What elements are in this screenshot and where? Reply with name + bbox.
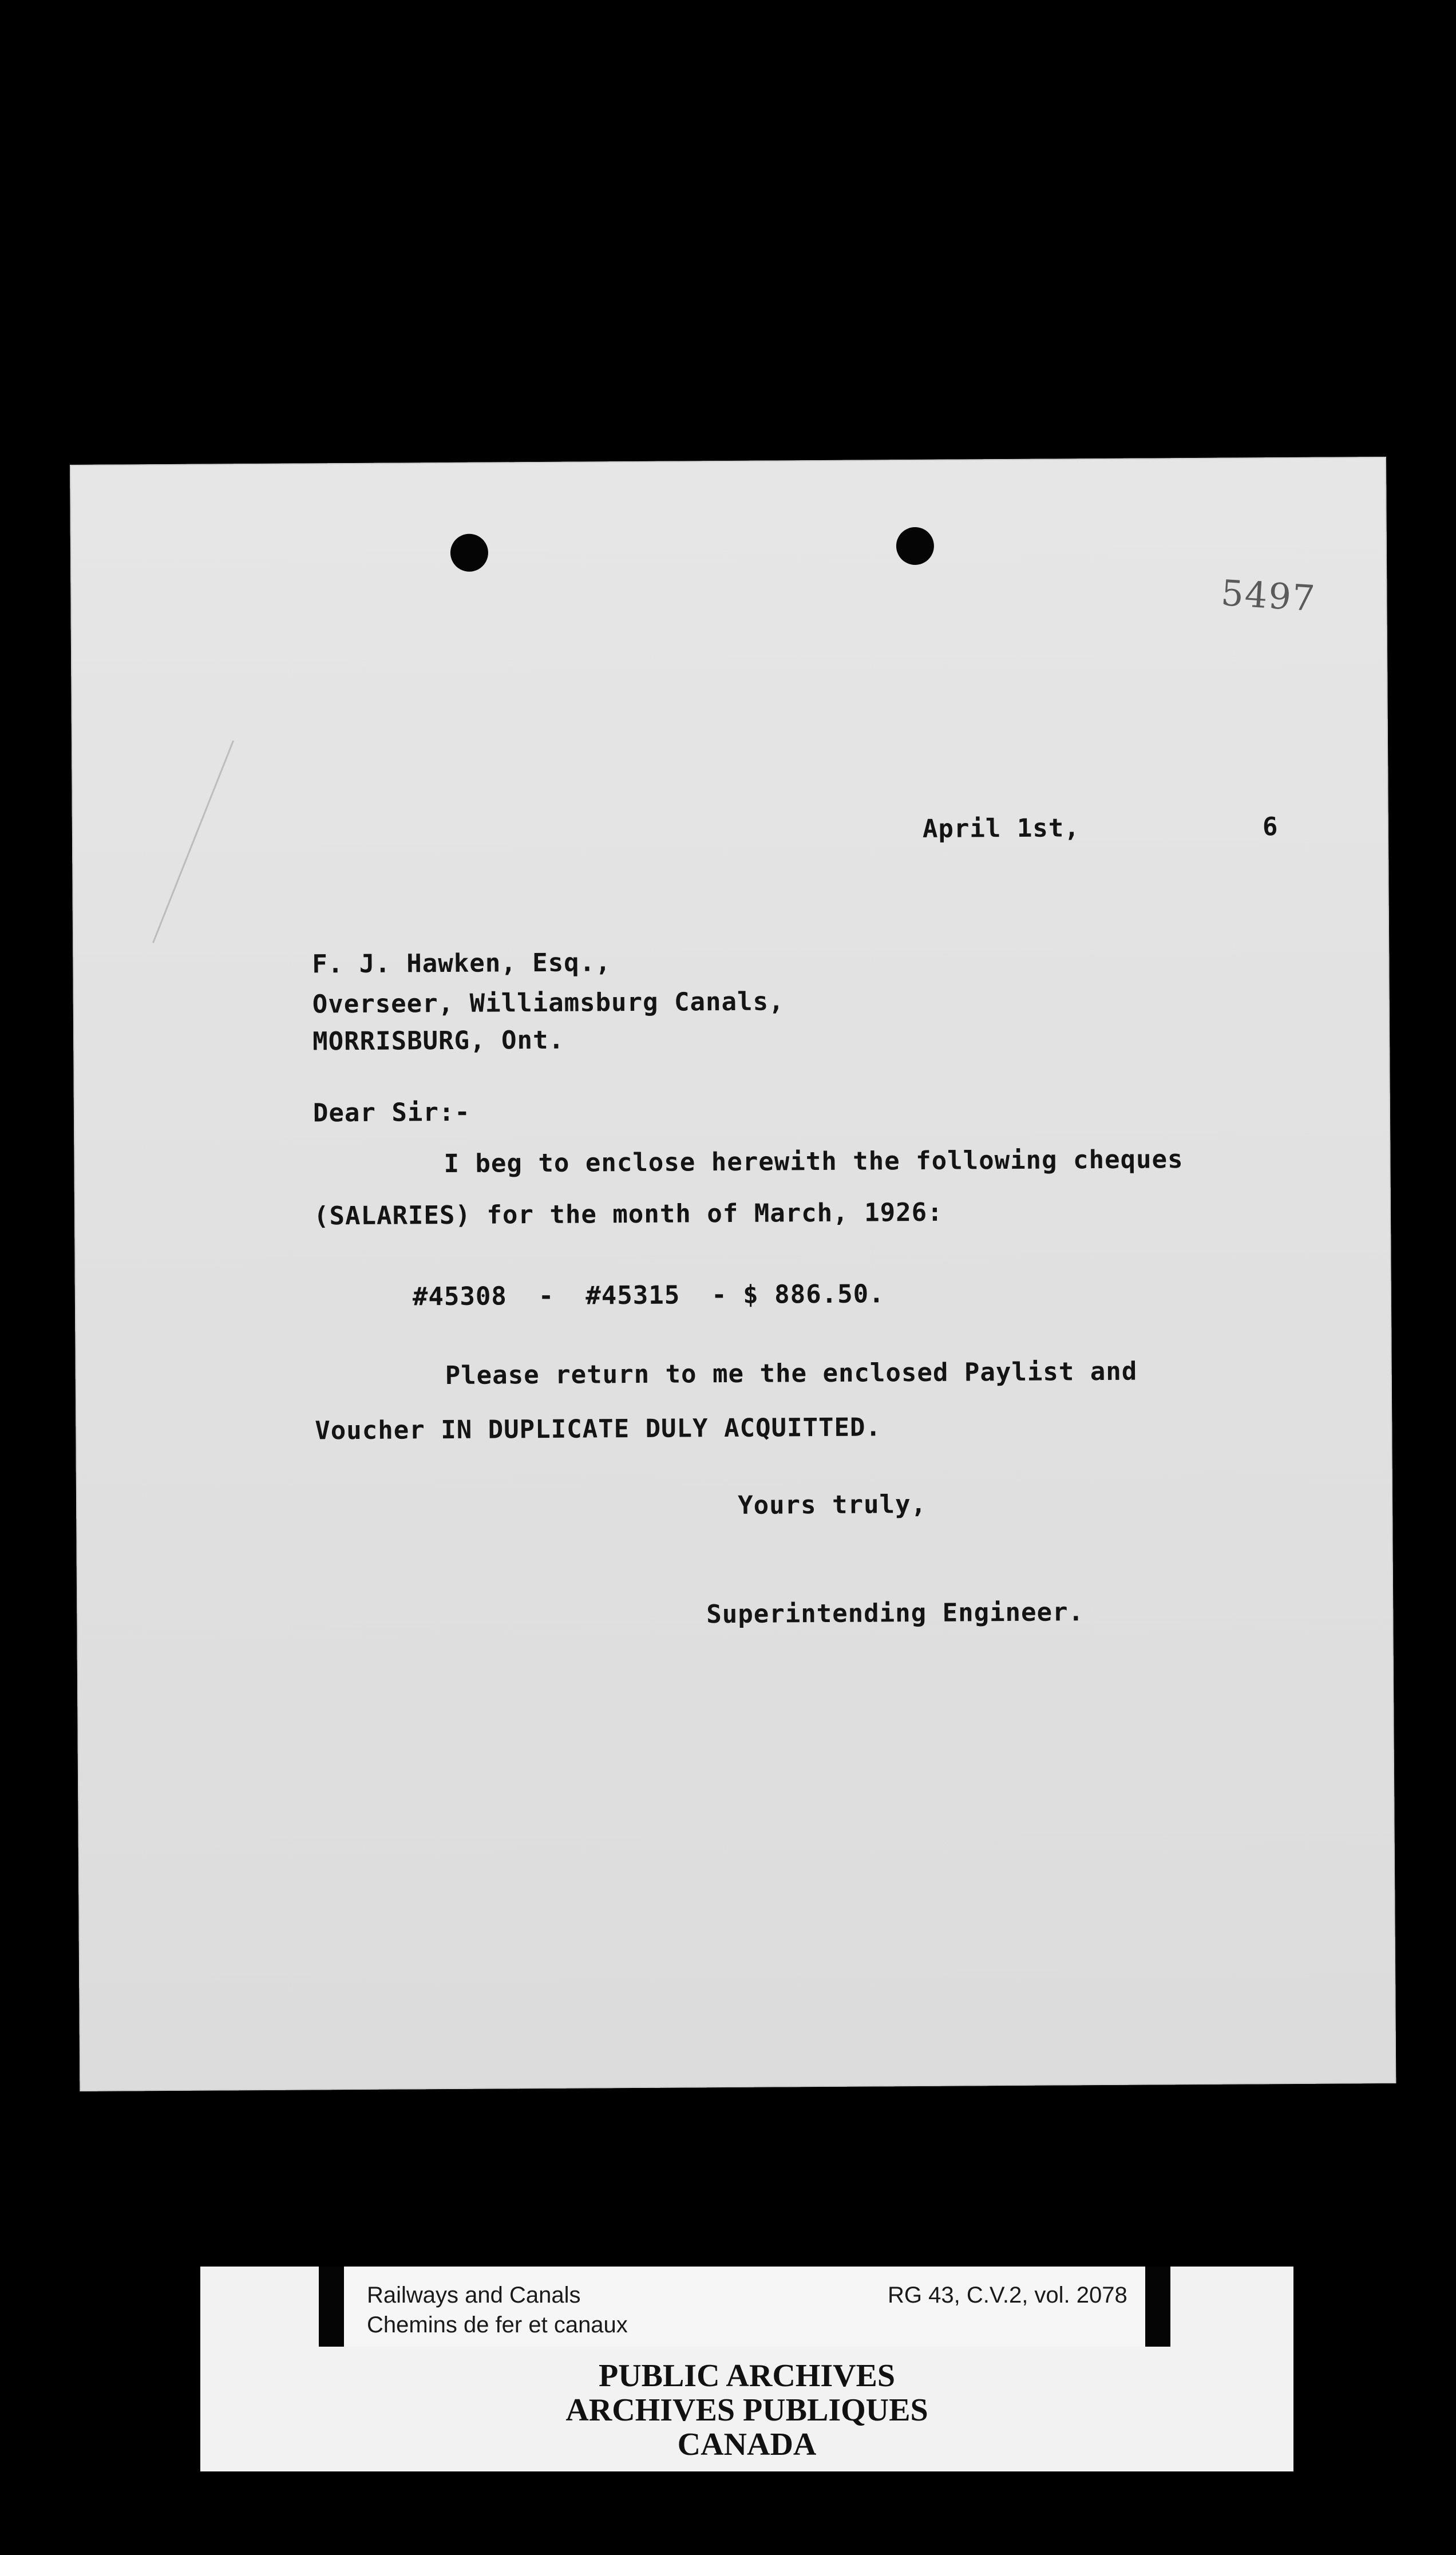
signature-title: Superintending Engineer. bbox=[706, 1597, 1085, 1629]
reference-number-stamp: 5497 bbox=[1220, 572, 1317, 620]
recipient-title: Overseer, Williamsburg Canals, bbox=[312, 987, 785, 1019]
punch-hole-left bbox=[450, 534, 488, 572]
body-paragraph-1-line-2: (SALARIES) for the month of March, 1926: bbox=[313, 1197, 943, 1231]
archive-reference-strip bbox=[319, 2267, 1170, 2347]
closing: Yours truly, bbox=[737, 1489, 927, 1520]
archive-reference: RG 43, C.V.2, vol. 2078 bbox=[888, 2283, 1127, 2308]
letter-date: April 1st, bbox=[922, 813, 1080, 844]
archive-country: CANADA bbox=[677, 2427, 817, 2462]
page-number: 6 bbox=[1262, 812, 1279, 842]
archive-title-french: ARCHIVES PUBLIQUES bbox=[565, 2392, 928, 2428]
archive-label bbox=[200, 2267, 1293, 2471]
fonds-name-french: Chemins de fer et canaux bbox=[367, 2312, 628, 2338]
archive-title-english: PUBLIC ARCHIVES bbox=[598, 2358, 896, 2394]
letter-page bbox=[70, 457, 1396, 2091]
recipient-name: F. J. Hawken, Esq., bbox=[312, 948, 611, 979]
recipient-location: MORRISBURG, Ont. bbox=[312, 1025, 565, 1057]
punch-hole-right bbox=[896, 527, 934, 565]
fonds-name-english: Railways and Canals bbox=[367, 2283, 581, 2308]
paper-crease-mark bbox=[152, 741, 234, 943]
body-paragraph-1-line-1: I beg to enclose herewith the following cheques bbox=[444, 1145, 1184, 1179]
salutation: Dear Sir:- bbox=[312, 1097, 470, 1128]
cheque-numbers-amount: #45308 - #45315 - $ 886.50. bbox=[412, 1279, 885, 1312]
body-paragraph-2-line-1: Please return to me the enclosed Paylist and bbox=[445, 1356, 1138, 1391]
body-paragraph-2-line-2: Voucher IN DUPLICATE DULY ACQUITTED. bbox=[315, 1413, 882, 1446]
